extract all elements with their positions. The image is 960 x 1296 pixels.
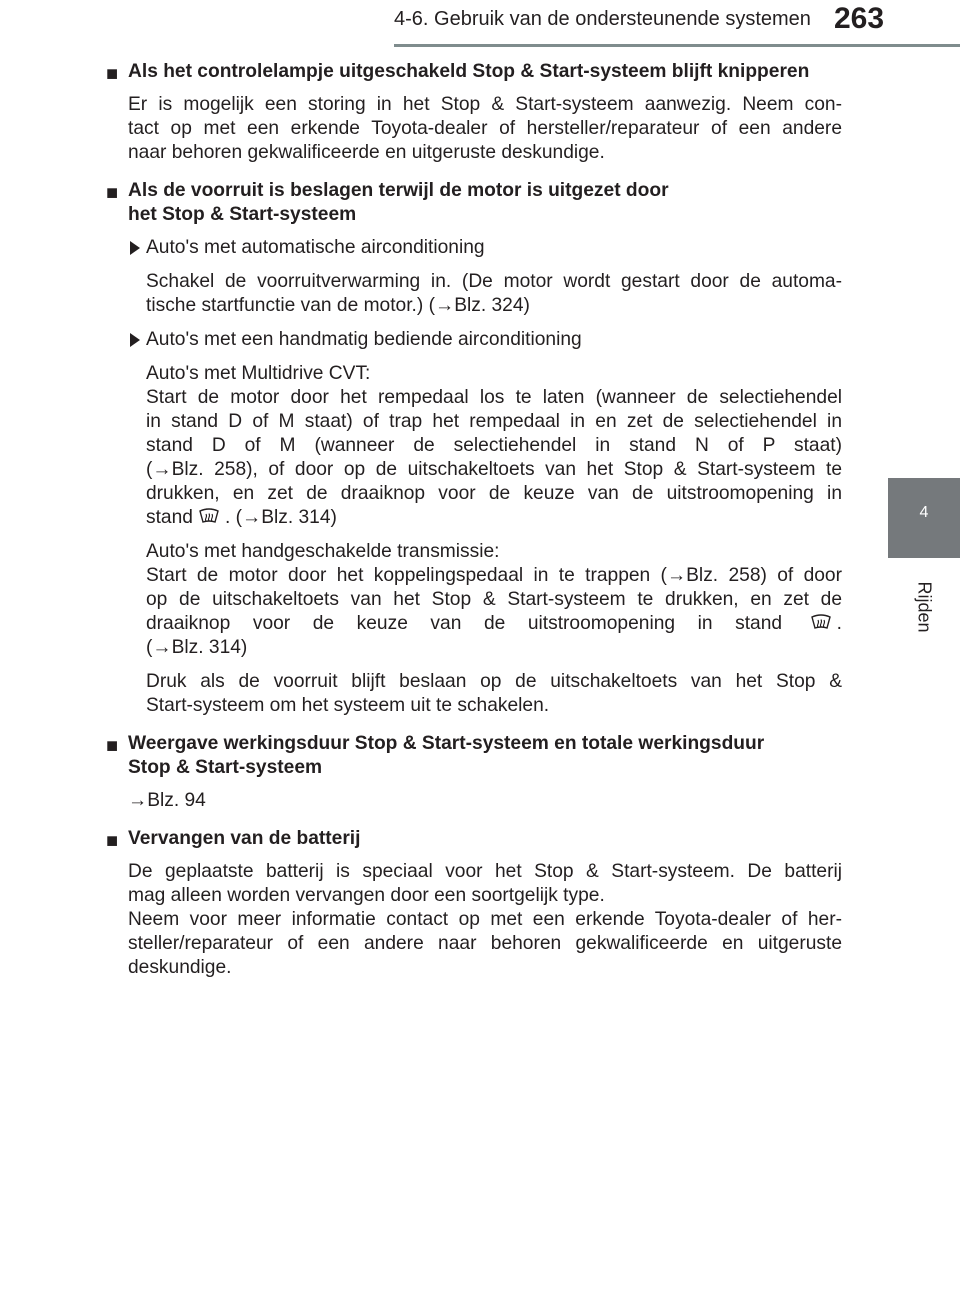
- chapter-label: Rijden: [914, 581, 935, 633]
- heading-text: Vervangen van de batterij: [128, 828, 361, 849]
- windshield-defroster-icon: [809, 614, 833, 632]
- text-line: stand D of M (wanneer de selectiehendel in stand N of P staat): [146, 435, 842, 456]
- text-line: Auto's met Multidrive CVT:: [146, 363, 371, 384]
- triangle-bullet-icon: [130, 241, 140, 255]
- page-header: [0, 0, 960, 48]
- text-line: op de uitschakeltoets van het Stop & Start-systeem te drukken, en zet de: [146, 589, 842, 610]
- subheading-text: Auto's met een handmatig bediende airconditioning: [146, 329, 582, 350]
- text-line: mag alleen worden vervangen door een soortgelijk type.: [128, 885, 605, 906]
- text-line: Er is mogelijk een storing in het Stop & Start-systeem aanwezig. Neem con-: [128, 94, 842, 115]
- paragraph-still-fogged: [146, 670, 842, 718]
- text-line: naar behoren gekwalificeerde en uitgeruste deskundige.: [128, 142, 605, 163]
- text-fragment: draaiknop voor de keuze van de uitstroomopening in stand: [146, 613, 783, 634]
- subheading-text: Auto's met automatische airconditioning: [146, 237, 485, 258]
- page-reference: →Blz. 94: [128, 790, 206, 811]
- text-line: Druk als de voorruit blijft beslaan op de uitschakeltoets van het Stop &: [146, 671, 842, 692]
- paragraph-manual-transmission: [146, 540, 842, 660]
- text-line: Neem voor meer informatie contact op met een erkende Toyota-dealer of her-: [128, 909, 842, 930]
- heading-marker: ■: [106, 830, 119, 852]
- paragraph-operating-time-ref: [128, 789, 842, 813]
- text-line: De geplaatste batterij is speciaal voor het Stop & Start-systeem. De batterij: [128, 861, 842, 882]
- paragraph-malfunction: [128, 93, 842, 165]
- text-line: deskundige.: [128, 957, 232, 978]
- text-line: tische startfunctie van de motor.) (→Blz. 324): [146, 295, 530, 316]
- heading-marker: ■: [106, 735, 119, 757]
- text-line: [146, 506, 842, 530]
- text-line: (→Blz. 314): [146, 637, 248, 658]
- text-line: Auto's met handgeschakelde transmissie:: [146, 541, 500, 562]
- main-content: [106, 60, 842, 990]
- chapter-tab[interactable]: [888, 478, 960, 558]
- paragraph-battery: [128, 860, 842, 980]
- heading-marker: ■: [106, 182, 119, 204]
- heading-text: Stop & Start-systeem: [128, 757, 323, 778]
- heading-battery-replacement: [106, 827, 842, 851]
- text-line: (→Blz. 258), of door op de uitschakeltoets van het Stop & Start-systeem te: [146, 459, 842, 480]
- text-line: Start de motor door het koppelingspedaal in te trappen (→Blz. 258) of door: [146, 565, 842, 586]
- heading-indicator-blinking: [106, 60, 842, 84]
- page-number: 263: [834, 2, 885, 35]
- subheading-manual-ac: [146, 328, 842, 352]
- text-line: Start-systeem om het systeem uit te schakelen.: [146, 695, 550, 716]
- text-line: drukken, en zet de draaiknop voor de keuze van de uitstroomopening in: [146, 483, 842, 504]
- text-fragment: .: [836, 613, 842, 634]
- triangle-bullet-icon: [130, 333, 140, 347]
- header-rule: [394, 44, 960, 47]
- text-line: steller/reparateur of een andere naar behoren gekwalificeerde en uitgeruste: [128, 933, 842, 954]
- heading-text: het Stop & Start-systeem: [128, 204, 357, 225]
- text-line: [146, 612, 842, 636]
- heading-marker: ■: [106, 63, 119, 85]
- text-line: Schakel de voorruitverwarming in. (De motor wordt gestart door de automa-: [146, 271, 842, 292]
- chapter-label-area: [888, 562, 960, 652]
- heading-windshield-fogged: [106, 179, 842, 227]
- heading-text: Als de voorruit is beslagen terwijl de motor is uitgezet door: [128, 180, 669, 201]
- chapter-number: 4: [919, 504, 929, 521]
- text-line: Start de motor door het rempedaal los te laten (wanneer de selectiehendel: [146, 387, 842, 408]
- heading-text: Als het controlelampje uitgeschakeld Stop & Start-systeem blijft knipperen: [128, 61, 810, 82]
- heading-operating-time: [106, 732, 842, 780]
- text-line: in stand D of M staat) of trap het rempedaal in en zet de selectiehendel in: [146, 411, 842, 432]
- heading-text: Weergave werkingsduur Stop & Start-systeem en totale werkingsduur: [128, 733, 765, 754]
- text-line: tact op met een erkende Toyota-dealer of hersteller/reparateur of een andere: [128, 118, 842, 139]
- section-title: 4-6. Gebruik van de ondersteunende systemen: [394, 8, 811, 30]
- text-fragment: . (→Blz. 314): [224, 507, 337, 528]
- subheading-automatic-ac: [146, 236, 842, 260]
- paragraph-automatic-ac: [146, 270, 842, 318]
- paragraph-multidrive-cvt: [146, 362, 842, 530]
- windshield-defroster-icon: [197, 508, 221, 526]
- text-fragment: stand: [146, 507, 193, 528]
